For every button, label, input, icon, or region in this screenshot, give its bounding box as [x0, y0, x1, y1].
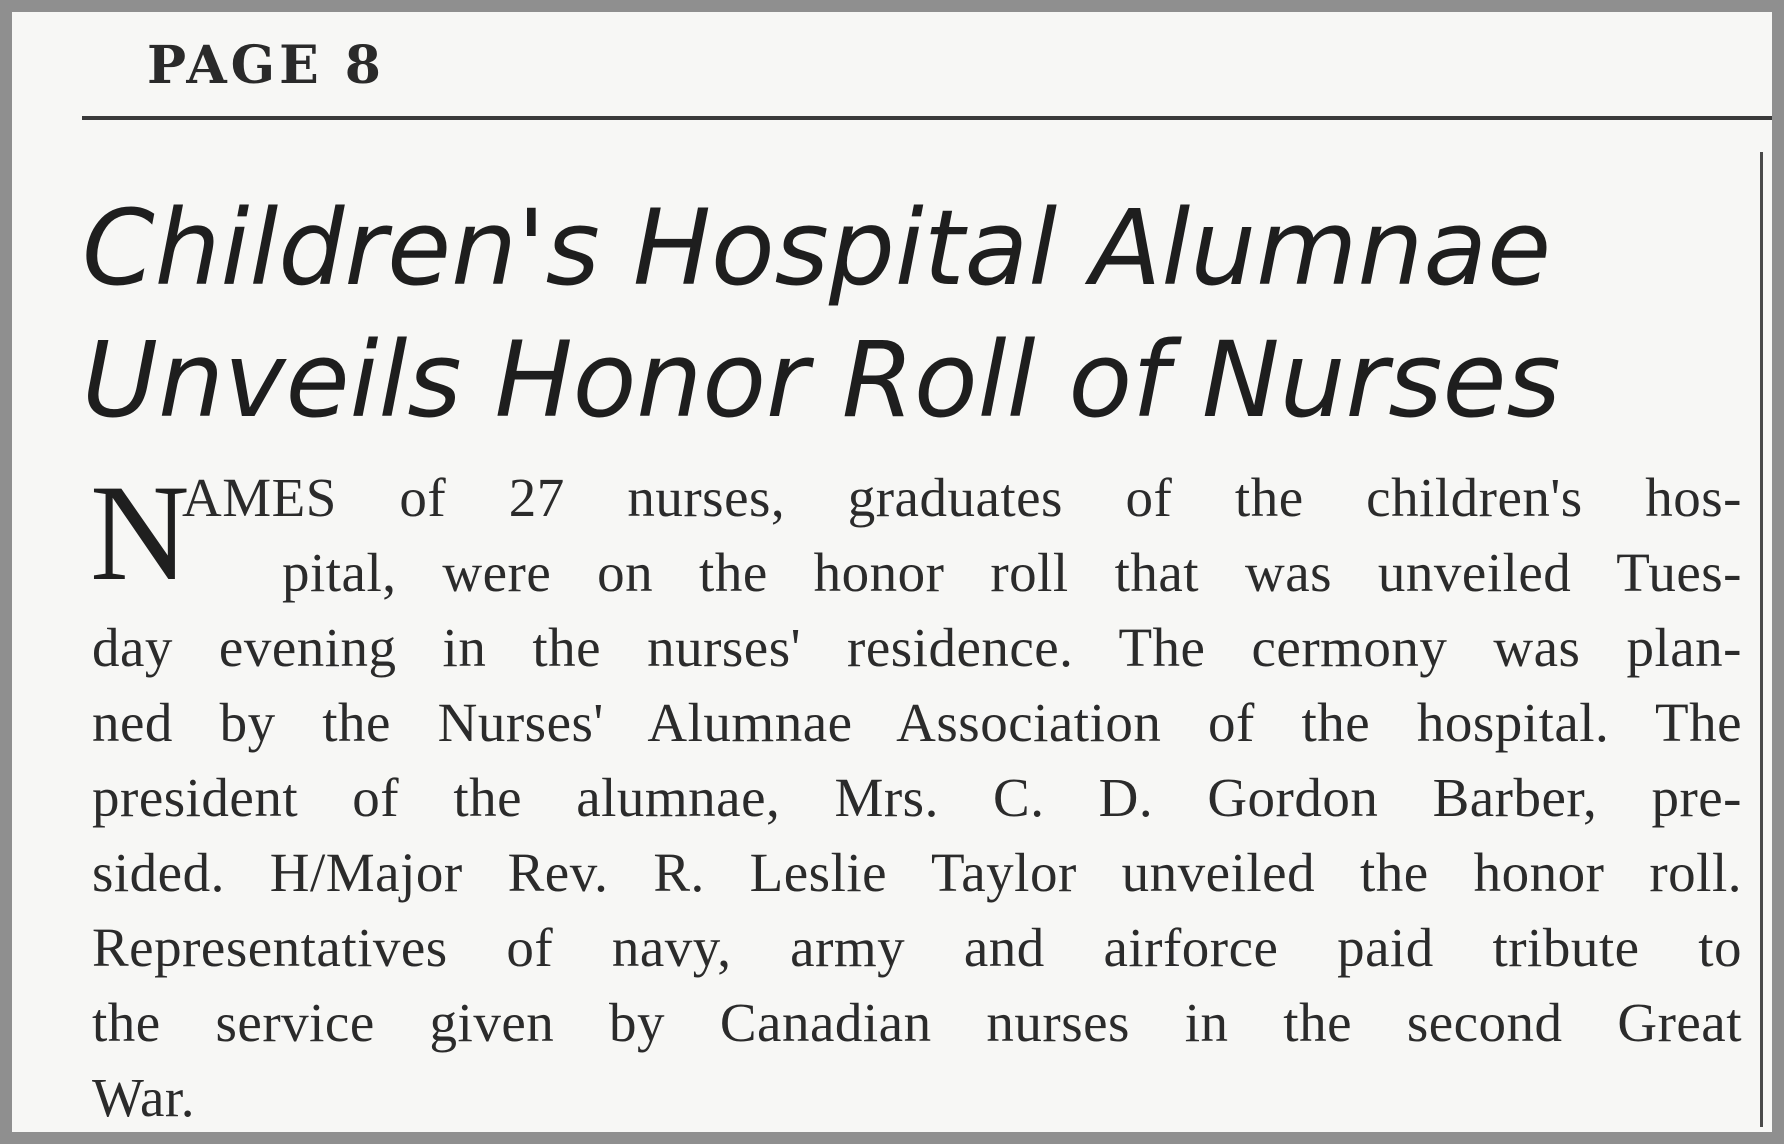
article-body [90, 456, 1742, 1135]
article-line: AMES of 27 nurses, graduates of the children's hos- [182, 467, 1742, 528]
article-line: pital, were on the honor roll that was unveiled Tues- [282, 542, 1742, 603]
top-divider [82, 116, 1782, 120]
column-divider [1760, 152, 1763, 1127]
article-line: Representatives of navy, army and airforce paid tribute to [92, 917, 1742, 978]
drop-cap: N [90, 456, 191, 609]
article-line: War. [92, 1067, 195, 1128]
article-line: sided. H/Major Rev. R. Leslie Taylor unveiled the honor roll. [92, 842, 1742, 903]
article-line: president of the alumnae, Mrs. C. D. Gordon Barber, pre- [92, 767, 1742, 828]
headline-line-2: Unveils Honor Roll of Nurses [82, 319, 1561, 441]
article-line: ned by the Nurses' Alumnae Association of the hospital. The [92, 692, 1742, 753]
headline-line-1: Children's Hospital Alumnae [82, 187, 1552, 309]
page-number: PAGE 8 [147, 35, 385, 96]
article-line: day evening in the nurses' residence. The cermony was plan- [92, 617, 1742, 678]
article-line: the service given by Canadian nurses in the second Great [92, 992, 1742, 1053]
headline [82, 182, 1742, 446]
